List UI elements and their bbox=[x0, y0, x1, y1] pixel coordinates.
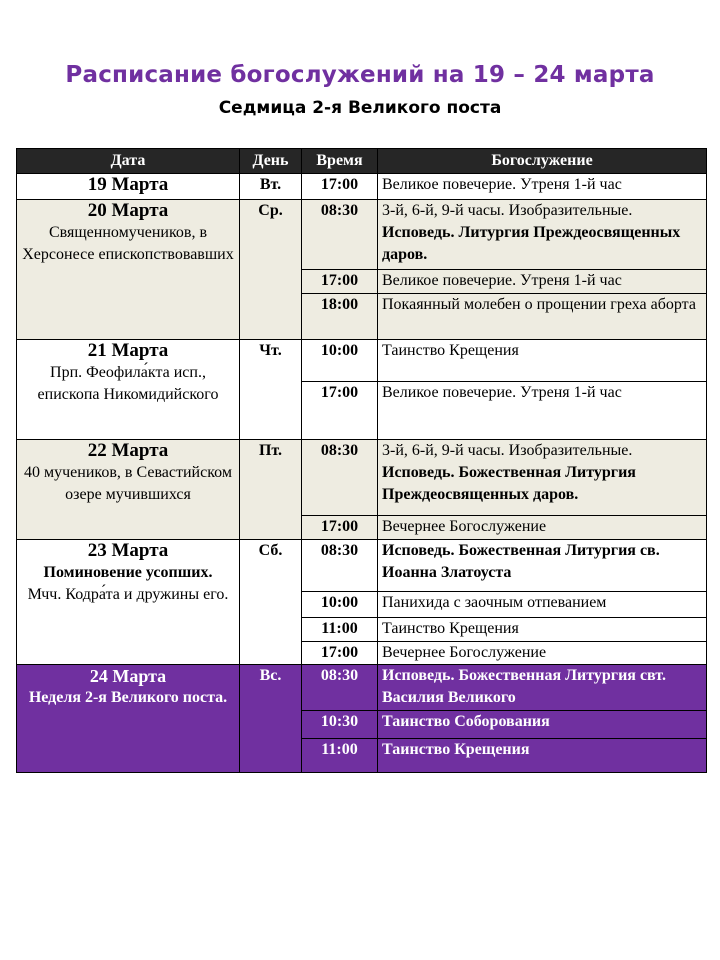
table-row bbox=[17, 200, 707, 270]
date-label: 24 Марта bbox=[89, 666, 167, 686]
time-cell: 10:30 bbox=[302, 711, 378, 739]
feast-note: Прп. Феофила́кта исп., епископа Никомидийского bbox=[37, 364, 219, 403]
time-cell: 08:30 bbox=[302, 440, 378, 516]
table-header-row bbox=[17, 149, 707, 174]
time-cell: 08:30 bbox=[302, 200, 378, 270]
date-cell bbox=[17, 200, 240, 340]
table-row bbox=[17, 540, 707, 592]
time-cell: 17:00 bbox=[302, 642, 378, 665]
service-cell bbox=[378, 200, 707, 270]
service-cell: Таинство Крещения bbox=[378, 739, 707, 773]
col-header-day: День bbox=[240, 149, 302, 174]
feast-note: Священномучеников, в Херсонесе епископствовавших bbox=[22, 224, 234, 263]
service-cell: Таинство Крещения bbox=[378, 340, 707, 382]
page-title: Расписание богослужений на 19 – 24 марта bbox=[65, 62, 655, 88]
date-cell bbox=[17, 174, 240, 200]
date-label: 20 Марта bbox=[87, 200, 169, 221]
service-cell: Таинство Соборования bbox=[378, 711, 707, 739]
date-label: 21 Марта bbox=[87, 340, 169, 361]
service-text: 3-й, 6-й, 9-й часы. Изобразительные. bbox=[382, 202, 633, 219]
date-label: 23 Марта bbox=[87, 540, 169, 561]
service-text: 3-й, 6-й, 9-й часы. Изобразительные. bbox=[382, 442, 633, 459]
time-cell: 08:30 bbox=[302, 665, 378, 711]
service-cell: Великое повечерие. Утреня 1-й час bbox=[378, 174, 707, 200]
feast-note: Мчч. Кодра́та и дружины его. bbox=[27, 586, 229, 603]
table-row bbox=[17, 665, 707, 711]
weekday-cell: Пт. bbox=[240, 440, 302, 540]
page-subtitle: Седмица 2-я Великого поста bbox=[218, 98, 502, 118]
time-cell: 17:00 bbox=[302, 382, 378, 440]
service-text-bold: Исповедь. Литургия Преждеосвященных даров. bbox=[382, 224, 681, 263]
schedule-table bbox=[16, 148, 707, 773]
time-cell: 18:00 bbox=[302, 294, 378, 340]
service-cell: Таинство Крещения bbox=[378, 618, 707, 642]
date-cell bbox=[17, 340, 240, 440]
table-row bbox=[17, 340, 707, 382]
date-cell bbox=[17, 440, 240, 540]
service-cell bbox=[378, 440, 707, 516]
time-cell: 17:00 bbox=[302, 516, 378, 540]
date-cell bbox=[17, 665, 240, 773]
table-row bbox=[17, 440, 707, 516]
time-cell: 10:00 bbox=[302, 340, 378, 382]
service-cell: Великое повечерие. Утреня 1-й час bbox=[378, 382, 707, 440]
time-cell: 08:30 bbox=[302, 540, 378, 592]
weekday-cell: Сб. bbox=[240, 540, 302, 665]
time-cell: 17:00 bbox=[302, 270, 378, 294]
time-cell: 17:00 bbox=[302, 174, 378, 200]
date-cell bbox=[17, 540, 240, 665]
time-cell: 11:00 bbox=[302, 618, 378, 642]
service-cell: Вечернее Богослужение bbox=[378, 642, 707, 665]
weekday-cell: Ср. bbox=[240, 200, 302, 340]
feast-note: 40 мучеников, в Севастийском озере мучившихся bbox=[24, 464, 232, 503]
service-cell: Исповедь. Божественная Литургия св. Иоанна Златоуста bbox=[378, 540, 707, 592]
service-cell: Покаянный молебен о прощении греха аборта bbox=[378, 294, 707, 340]
col-header-date: Дата bbox=[17, 149, 240, 174]
service-cell: Великое повечерие. Утреня 1-й час bbox=[378, 270, 707, 294]
table-row bbox=[17, 174, 707, 200]
date-label: 22 Марта bbox=[87, 440, 169, 461]
time-cell: 11:00 bbox=[302, 739, 378, 773]
col-header-time: Время bbox=[302, 149, 378, 174]
service-cell: Исповедь. Божественная Литургия свт. Василия Великого bbox=[378, 665, 707, 711]
feast-note-bold: Поминовение усопших. bbox=[43, 564, 213, 581]
weekday-cell: Вс. bbox=[240, 665, 302, 773]
time-cell: 10:00 bbox=[302, 592, 378, 618]
date-label: 19 Марта bbox=[87, 174, 169, 195]
service-cell: Панихида с заочным отпеванием bbox=[378, 592, 707, 618]
col-header-service: Богослужение bbox=[378, 149, 707, 174]
service-text-bold: Исповедь. Божественная Литургия Преждеосвященных даров. bbox=[382, 464, 636, 503]
weekday-cell: Чт. bbox=[240, 340, 302, 440]
service-cell: Вечернее Богослужение bbox=[378, 516, 707, 540]
feast-note: Неделя 2-я Великого поста. bbox=[28, 689, 228, 706]
weekday-cell: Вт. bbox=[240, 174, 302, 200]
